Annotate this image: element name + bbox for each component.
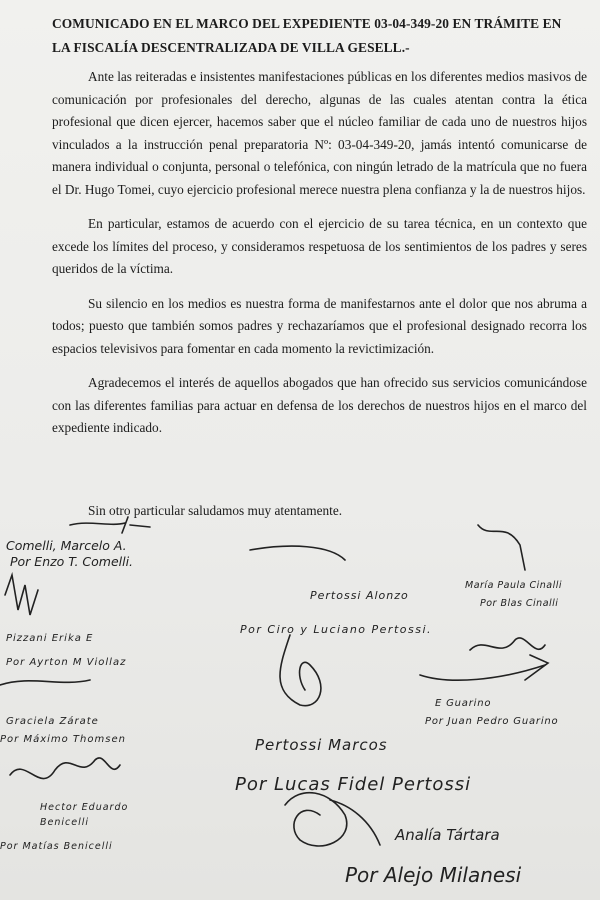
signature-name: Graciela Zárate <box>6 716 99 727</box>
signatures-block <box>0 515 600 900</box>
document-title <box>52 12 597 60</box>
signature-on-behalf: Por Ayrton M Viollaz <box>6 657 127 668</box>
signature-on-behalf: Por Juan Pedro Guarino <box>425 716 559 727</box>
signature-on-behalf: Por Ciro y Luciano Pertossi. <box>240 623 432 636</box>
title-line-2: LA FISCALÍA DESCENTRALIZADA DE VILLA GESELL.- <box>52 40 410 55</box>
paragraph-4: Agradecemos el interés de aquellos abogados que han ofrecido sus servicios comunicándose con las diferentes familias para actuar en defensa de los derechos de nuestros hijos en el marco del expediente indicado. <box>52 375 587 435</box>
signature-benicelli <box>0 800 150 855</box>
signature-pertossi-alonzo <box>240 579 432 647</box>
signature-name: Analía Tártara <box>395 826 500 844</box>
signature-on-behalf: Por Máximo Thomsen <box>0 734 126 745</box>
paragraph-1: Ante las reiteradas e insistentes manifestaciones públicas en los diferentes medios masivos de comunicación por profesionales del derecho, algunas de las cuales atentan contra la ética profesional que dicen ejercer, hacemos saber que el núcleo familiar de cada uno de nuestros hijos vinculados a la instrucción penal preparatoria Nº: 03-04-349-20, jamás intentó comunicarse de manera individual o conjunta, personal o telefónica, con ningún letrado de la matrícula que no fuera el Dr. Hugo Tomei, cuyo ejercicio profesional merece nuestra plena confianza y la de nuestros hijos. <box>52 69 587 197</box>
signature-pertossi-marcos <box>235 725 472 805</box>
signature-tartara <box>345 815 522 895</box>
signature-name: E Guarino <box>435 698 492 709</box>
title-line-1: COMUNICADO EN EL MARCO DEL EXPEDIENTE 03-04-349-20 EN TRÁMITE EN <box>52 16 562 31</box>
signature-name: Hector Eduardo Benicelli <box>40 802 129 828</box>
signature-on-behalf: Por Enzo T. Comelli. <box>10 554 134 569</box>
closing-line: Sin otro particular saludamos muy atentamente. <box>88 503 343 518</box>
signature-pizzani <box>6 627 126 675</box>
signature-name: Comelli, Marcelo A. <box>6 538 127 553</box>
signature-name: Pizzani Erika E <box>6 633 94 644</box>
signature-on-behalf: Por Lucas Fidel Pertossi <box>235 774 472 795</box>
signature-comelli <box>6 538 133 570</box>
document-body <box>52 66 587 452</box>
signature-name: Pertossi Marcos <box>255 736 388 754</box>
paragraph-2: En particular, estamos de acuerdo con el ejercicio de su tarea técnica, en un contexto que excede los límites del proceso, y consideramos respetuosa de los sentimientos de los padres y seres queridos de la víctima. <box>52 216 587 276</box>
signature-on-behalf: Por Matías Benicelli <box>0 841 113 852</box>
signature-name: María Paula Cinalli <box>465 580 562 591</box>
signature-zarate <box>0 713 126 749</box>
paragraph-3: Su silencio en los medios es nuestra forma de manifestarnos ante el dolor que nos abruma a todos; puesto que también somos padres y rechazaríamos que el profesional designado recorra los espacios televisivos para fomentar en cada momento la revictimización. <box>52 295 587 356</box>
signature-cinalli <box>465 577 562 613</box>
signature-on-behalf: Por Alejo Milanesi <box>345 863 522 887</box>
signature-on-behalf: Por Blas Cinalli <box>480 598 559 609</box>
signature-name: Pertossi Alonzo <box>310 589 409 602</box>
